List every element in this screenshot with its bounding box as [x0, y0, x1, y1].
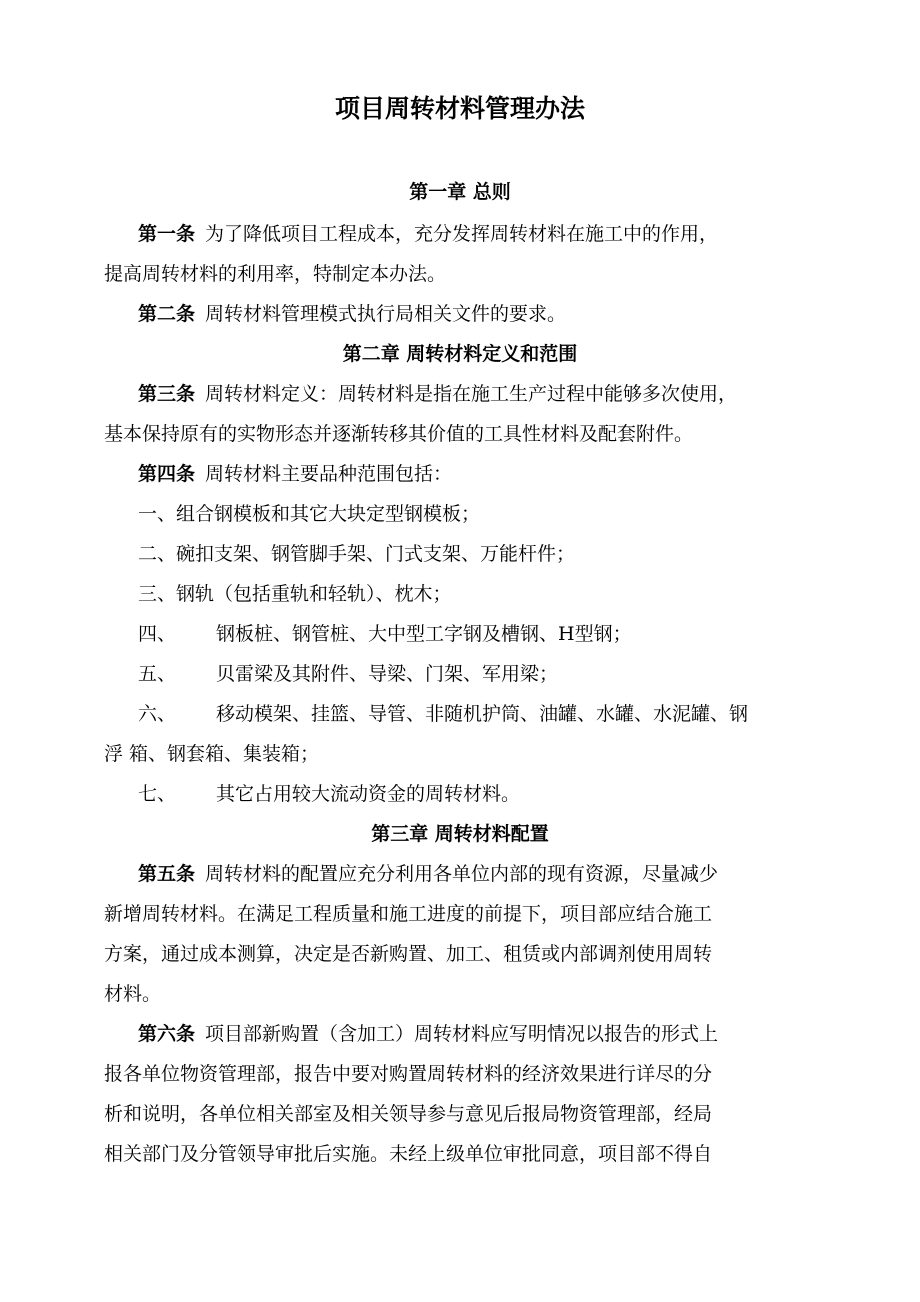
article-label: 第二条: [138, 303, 196, 325]
chapter-heading: 第三章 周转材料配置: [371, 823, 549, 845]
article-label: 第五条: [138, 863, 196, 885]
article-text-line: 报各单位物资管理部，报告中要对购置周转材料的经济效果进行详尽的分: [104, 1063, 713, 1085]
article-text-line: 基本保持原有的实物形态并逐渐转移其价值的工具性材料及配套附件。: [104, 423, 694, 445]
list-item: [138, 662, 558, 686]
list-item-number: 五、: [138, 663, 177, 685]
article-text-line: 方案，通过成本测算，决定是否新购置、加工、租赁或内部调剂使用周转: [104, 943, 713, 965]
article-text: 周转材料主要品种范围包括：: [205, 463, 453, 485]
list-item: [138, 622, 632, 646]
article-paragraph: [138, 1022, 718, 1046]
article-paragraph: [138, 382, 737, 406]
article-text-line: 新增周转材料。在满足工程质量和施工进度的前提下，项目部应结合施工: [104, 903, 713, 925]
list-item-text: 贝雷梁及其附件、导梁、门架、军用梁；: [216, 663, 559, 685]
list-item-text: 钢板桩、钢管桩、大中型工字钢及槽钢、H型钢；: [216, 623, 632, 645]
chapter-heading: 第二章 周转材料定义和范围: [342, 343, 578, 365]
list-item-number: 四、: [138, 623, 177, 645]
article-text: 为了降低项目工程成本，充分发挥周转材料在施工中的作用，: [205, 223, 719, 245]
list-item-continuation: 浮 箱、钢套箱、集装箱；: [104, 743, 320, 765]
article-text: 周转材料定义：周转材料是指在施工生产过程中能够多次使用，: [205, 383, 738, 405]
list-item: [138, 782, 520, 806]
article-label: 第六条: [138, 1023, 196, 1045]
list-item-text: 组合钢模板和其它大块定型钢模板；: [176, 503, 481, 525]
article-text-line: 材料。: [104, 983, 162, 1005]
article-paragraph: [138, 302, 566, 326]
list-item-number: 六、: [138, 703, 177, 725]
list-item: [138, 582, 452, 606]
article-paragraph: [138, 862, 718, 886]
article-label: 第三条: [138, 383, 196, 405]
article-text-line: 析和说明，各单位相关部室及相关领导参与意见后报局物资管理部，经局: [104, 1103, 713, 1125]
list-item-text: 其它占用较大流动资金的周转材料。: [216, 783, 521, 805]
article-text: 周转材料管理模式执行局相关文件的要求。: [205, 303, 567, 325]
article-text: 周转材料的配置应充分利用各单位内部的现有资源，尽量减少: [205, 863, 719, 885]
list-item-number: 一、: [138, 503, 177, 525]
article-text: 项目部新购置（含加工）周转材料应写明情况以报告的形式上: [205, 1023, 719, 1045]
article-paragraph: [138, 462, 452, 486]
chapter-heading: 第一章 总则: [409, 181, 511, 203]
article-paragraph: [138, 222, 818, 246]
article-text-line: 提高周转材料的利用率，特制定本办法。: [104, 263, 447, 285]
list-item: [138, 502, 480, 526]
list-item-number: 二、: [138, 543, 177, 565]
list-item: [138, 542, 575, 566]
list-item-number: 七、: [138, 783, 177, 805]
document-title: 项目周转材料管理办法: [334, 94, 585, 123]
list-item: [138, 702, 748, 726]
article-label: 第四条: [138, 463, 196, 485]
list-item-text: 碗扣支架、钢管脚手架、门式支架、万能杆件；: [176, 543, 576, 565]
list-item-number: 三、: [138, 583, 177, 605]
list-item-text: 钢轨（包括重轨和轻轨）、枕木；: [176, 583, 452, 605]
list-item-text: 移动模架、挂篮、导管、非随机护筒、油罐、水罐、水泥罐、钢: [216, 703, 749, 725]
article-text-line: 相关部门及分管领导审批后实施。未经上级单位审批同意，项目部不得自: [104, 1143, 713, 1165]
article-label: 第一条: [138, 223, 196, 245]
